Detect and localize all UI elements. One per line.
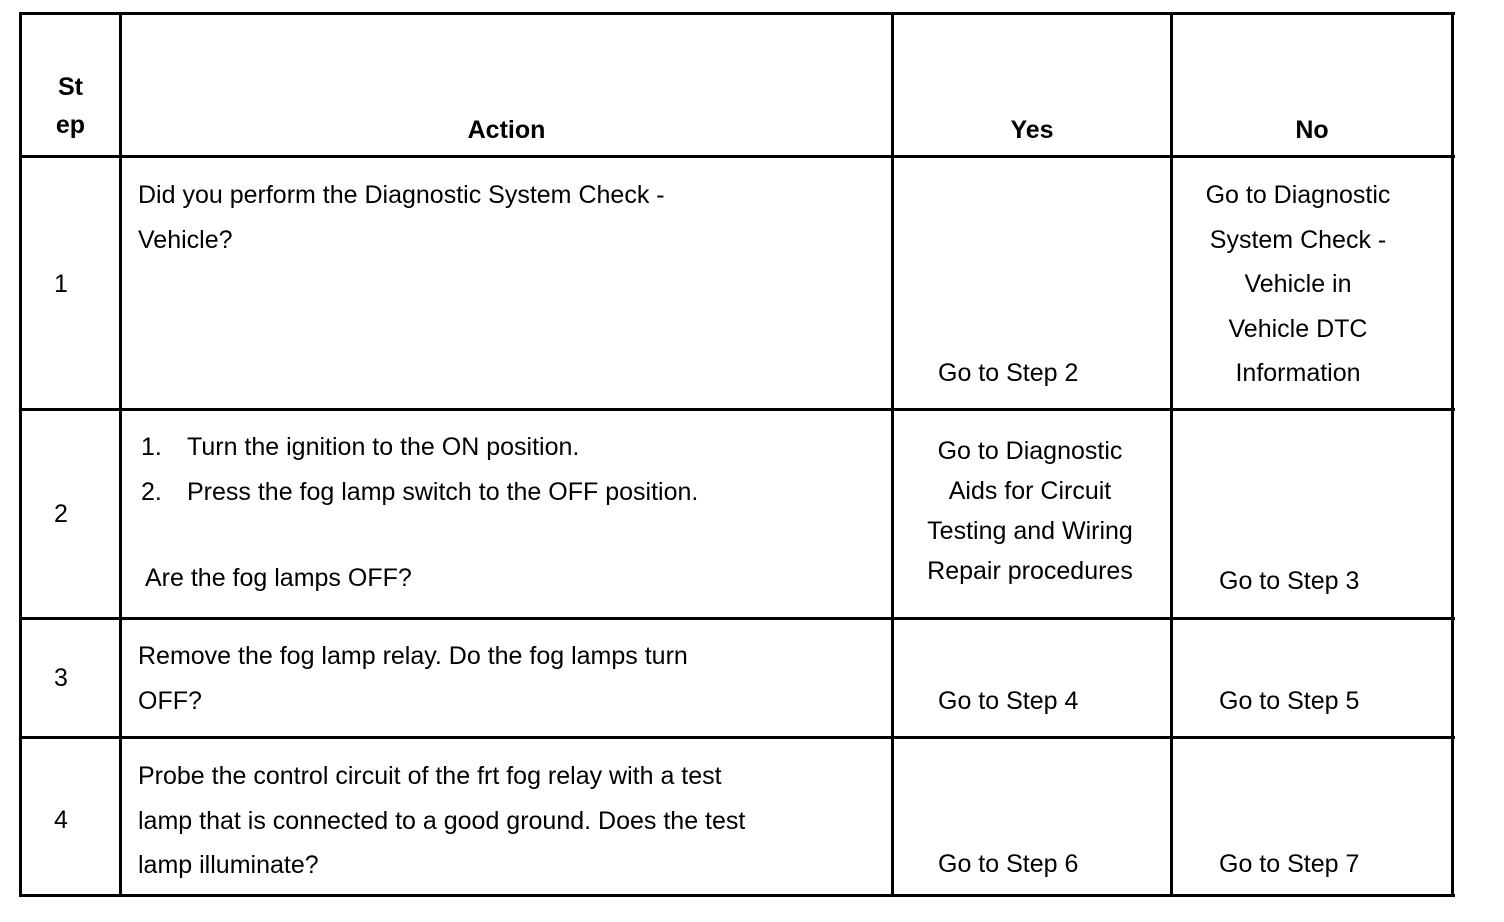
header-step-line1: St bbox=[58, 73, 83, 101]
no-link[interactable] bbox=[1173, 173, 1423, 396]
list-number: 2. bbox=[141, 477, 162, 506]
step-number: 2 bbox=[54, 500, 68, 528]
action-line: lamp illuminate? bbox=[138, 851, 319, 879]
no-link[interactable]: Go to Step 5 bbox=[1219, 687, 1360, 715]
action-text bbox=[138, 634, 878, 723]
table-border-left bbox=[19, 12, 22, 897]
table-border-top bbox=[19, 12, 1455, 15]
no-link[interactable]: Go to Step 7 bbox=[1219, 850, 1360, 878]
row-divider bbox=[19, 736, 1455, 739]
yes-link[interactable]: Go to Step 6 bbox=[938, 850, 1079, 878]
yes-link[interactable]: Go to Step 2 bbox=[938, 359, 1079, 387]
yes-line: Aids for Circuit bbox=[948, 477, 1112, 505]
no-line: Information bbox=[1235, 359, 1361, 387]
header-no: No bbox=[1295, 116, 1329, 144]
yes-link[interactable] bbox=[899, 431, 1161, 591]
action-line: lamp that is connected to a good ground. Does the test bbox=[138, 806, 746, 835]
action-line: Remove the fog lamp relay. Do the fog lamps turn bbox=[138, 642, 688, 670]
action-line: Vehicle? bbox=[138, 225, 233, 254]
yes-line: Repair procedures bbox=[927, 557, 1133, 585]
action-line: OFF? bbox=[138, 686, 202, 715]
table-border-right bbox=[1451, 12, 1454, 897]
yes-line: Testing and Wiring bbox=[927, 517, 1133, 545]
yes-link[interactable]: Go to Step 4 bbox=[938, 687, 1079, 715]
no-line: Vehicle in bbox=[1244, 270, 1352, 298]
action-line: Probe the control circuit of the frt fog relay with a test bbox=[138, 762, 722, 790]
action-list-item bbox=[141, 425, 881, 470]
action-text bbox=[138, 754, 888, 888]
table-border-bottom bbox=[19, 894, 1455, 897]
no-line: System Check - bbox=[1209, 225, 1387, 254]
action-text bbox=[141, 425, 881, 514]
no-line: Vehicle DTC bbox=[1228, 314, 1368, 343]
header-action: Action bbox=[467, 116, 546, 144]
header-yes: Yes bbox=[1010, 116, 1054, 144]
list-text: Turn the ignition to the ON position. bbox=[187, 433, 580, 461]
row-divider bbox=[19, 155, 1455, 158]
step-number: 4 bbox=[54, 806, 68, 834]
row-divider bbox=[19, 408, 1455, 411]
header-step bbox=[22, 68, 119, 144]
action-list-item bbox=[141, 470, 881, 515]
row-divider bbox=[19, 617, 1455, 620]
step-number: 3 bbox=[54, 664, 68, 692]
yes-line: Go to Diagnostic bbox=[937, 437, 1123, 465]
list-number: 1. bbox=[141, 433, 162, 461]
action-question: Are the fog lamps OFF? bbox=[145, 564, 412, 592]
diagnostic-table bbox=[19, 12, 1455, 897]
action-line: Did you perform the Diagnostic System Check - bbox=[138, 181, 665, 209]
header-step-line2: ep bbox=[55, 111, 86, 139]
list-text: Press the fog lamp switch to the OFF position. bbox=[187, 477, 699, 506]
step-number: 1 bbox=[54, 270, 68, 298]
no-line: Go to Diagnostic bbox=[1205, 181, 1391, 209]
action-text bbox=[138, 173, 878, 262]
no-link[interactable]: Go to Step 3 bbox=[1219, 567, 1360, 595]
